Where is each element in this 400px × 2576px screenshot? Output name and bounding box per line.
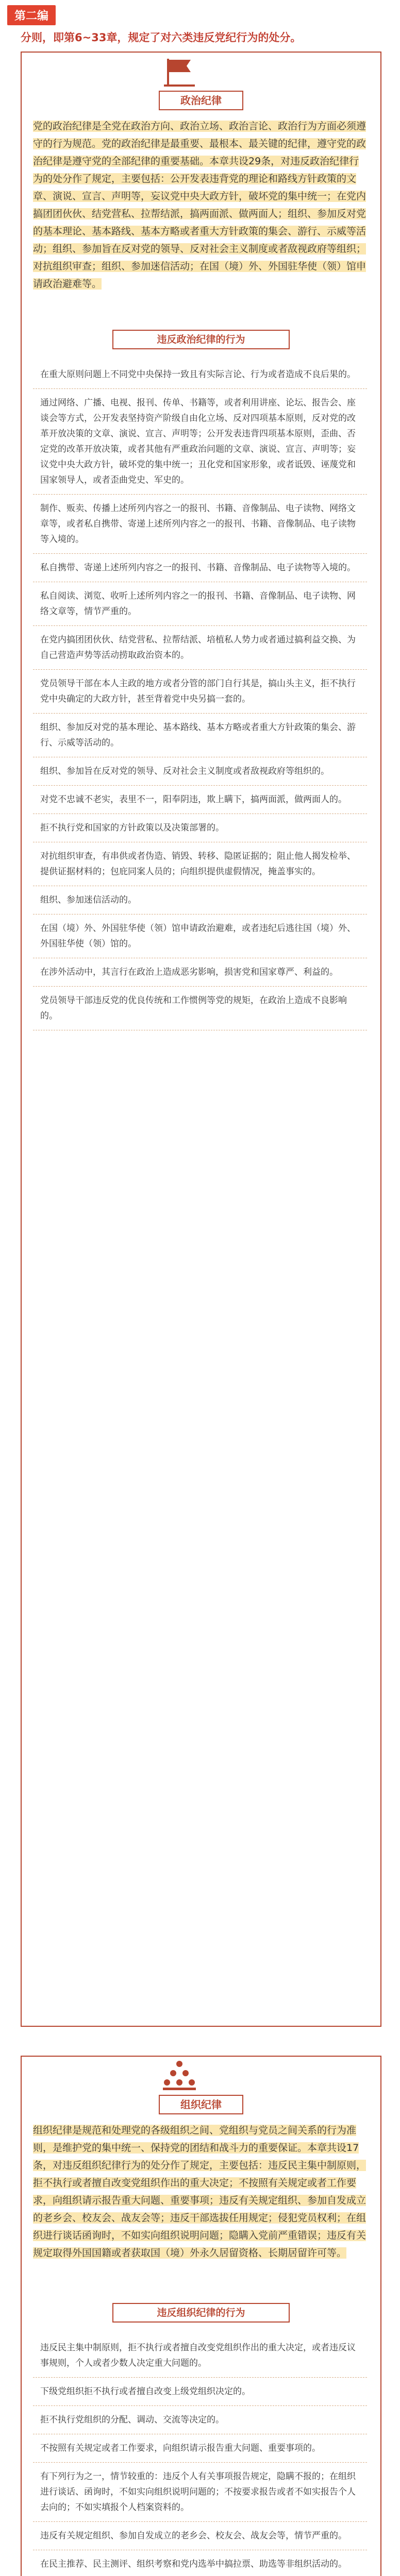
rule-item: 在民主推荐、民主测评、组织考察和党内选举中搞拉票、助选等非组织活动的。 [33, 2550, 367, 2576]
rule-item: 制作、贩卖、传播上述所列内容之一的报刊、书籍、音像制品、电子读物、网络文章等，或者私自携带、寄递上述所列内容之一的报刊、书籍、音像制品、电子读物等入境的。 [33, 495, 367, 554]
rule-item: 不按照有关规定或者工作要求，向组织请示报告重大问题、重要事项的。 [33, 2434, 367, 2463]
rule-item: 在国（境）外、外国驻华使（领）馆申请政治避难，或者违纪后逃往国（境）外、外国驻华使（领）馆的。 [33, 914, 367, 958]
rule-item: 违反有关规定组织、参加自发成立的老乡会、校友会、战友会等，情节严重的。 [33, 2522, 367, 2550]
political-title: 政治纪律 [159, 91, 243, 110]
people-pyramid-icon [162, 2060, 197, 2092]
rule-item: 组织、参加反对党的基本理论、基本路线、基本方略或者重大方针政策的集会、游行、示威等活动的。 [33, 714, 367, 757]
rule-item: 违反民主集中制原则，拒不执行或者擅自改变党组织作出的重大决定，或者违反议事规则，个人或者少数人决定重大问题的。 [33, 2334, 367, 2378]
rule-item: 组织、参加迷信活动的。 [33, 886, 367, 914]
part-badge: 第二编 [7, 5, 56, 25]
flag-icon [162, 56, 197, 88]
rule-item: 在重大原则问题上不同党中央保持一致且有实际言论、行为或者造成不良后果的。 [33, 361, 367, 389]
rule-item: 对党不忠诚不老实，表里不一，阳奉阴违，欺上瞒下，搞两面派，做两面人的。 [33, 786, 367, 814]
rule-item: 拒不执行党组织的分配、调动、交流等决定的。 [33, 2406, 367, 2434]
rule-item: 通过网络、广播、电视、报刊、传单、书籍等，或者利用讲座、论坛、报告会、座谈会等方式，公开发表坚持资产阶级自由化立场、反对四项基本原则，反对党的改革开放决策的文章、演说、宣言、声明等；公开发表违背四项基本原则，歪曲、否定党的改革开放决策，或者其他有严重政治问题的文章、演说、宣言、声明等；妄议党中央大政方针，破坏党的集中统一；丑化党和国家形象，或者诋毁、诬蔑党和国家领导人，或者歪曲党史、军史的。 [33, 389, 367, 495]
political-sub-title: 违反政治纪律的行为 [112, 330, 290, 349]
rule-item: 私自阅读、浏览、收听上述所列内容之一的报刊、书籍、音像制品、电子读物、网络文章等，情节严重的。 [33, 582, 367, 626]
political-rule-list [33, 361, 367, 1030]
rule-item: 有下列行为之一，情节较重的：违反个人有关事项报告规定，隐瞒不报的；在组织进行谈话、函询时，不如实向组织说明问题的；不按要求报告或者不如实报告个人去向的；不如实填报个人档案资料的。 [33, 2463, 367, 2522]
organizational-sub-title: 违反组织纪律的行为 [112, 2303, 290, 2323]
organizational-intro-text: 组织纪律是规范和处理党的各级组织之间、党组织与党员之间关系的行为准则，是维护党的集中统一、保持党的团结和战斗力的重要保证。本章共设17条，对违反组织纪律行为的处分作了规定，主要包括：违反民主集中制原则，拒不执行或者擅自改变党组织作出的重大决定；不按照有关规定或者工作要求，向组织请示报告重大问题、重要事项；违反有关规定组织、参加自发成立的老乡会、校友会、战友会等；违反干部选拔任用规定；侵犯党员权利；在组织进行谈话函询时，不如实向组织说明问题；隐瞒入党前严重错误；违反有关规定取得外国国籍或者获取国（境）外永久居留资格、长期居留许可等。 [33, 2125, 366, 2259]
organizational-rule-list [33, 2334, 367, 2576]
rule-item: 党员领导干部在本人主政的地方或者分管的部门自行其是，搞山头主义，拒不执行党中央确定的大政方针，甚至背着党中央另搞一套的。 [33, 670, 367, 714]
rule-item: 私自携带、寄递上述所列内容之一的报刊、书籍、音像制品、电子读物等入境的。 [33, 554, 367, 582]
part-intro: 分则，即第6~33章，规定了对六类违反党纪行为的处分。 [21, 31, 302, 44]
rule-item: 拒不执行党和国家的方针政策以及决策部署的。 [33, 814, 367, 842]
rule-item: 在党内搞团团伙伙、结党营私、拉帮结派、培植私人势力或者通过搞利益交换、为自己营造声势等活动捞取政治资本的。 [33, 626, 367, 670]
organizational-intro [33, 2122, 367, 2262]
political-intro [33, 117, 367, 293]
rule-item: 在涉外活动中，其言行在政治上造成恶劣影响，损害党和国家尊严、利益的。 [33, 958, 367, 987]
rule-item: 组织、参加旨在反对党的领导、反对社会主义制度或者敌视政府等组织的。 [33, 757, 367, 786]
rule-item: 下级党组织拒不执行或者擅自改变上级党组织决定的。 [33, 2378, 367, 2406]
organizational-title: 组织纪律 [159, 2095, 243, 2114]
political-intro-text: 党的政治纪律是全党在政治方向、政治立场、政治言论、政治行为方面必须遵守的行为规范。党的政治纪律是最重要、最根本、最关键的纪律，遵守党的政治纪律是遵守党的全部纪律的重要基础。本章共设29条，对违反政治纪律行为的处分作了规定，主要包括：公开发表违背党的理论和路线方针政策的文章、演说、宣言、声明等，妄议党中央大政方针，破坏党的集中统一；在党内搞团团伙伙、结党营私、拉帮结派，搞两面派、做两面人；组织、参加反对党的基本理论、基本路线、基本方略或者重大方针政策的集会、游行、示威等活动；组织、参加旨在反对党的领导、反对社会主义制度或者敌视政府等组织；对抗组织审查；组织、参加迷信活动；在国（境）外、外国驻华使（领）馆申请政治避难等。 [33, 121, 366, 290]
rule-item: 对抗组织审查，有串供或者伪造、销毁、转移、隐匿证据的；阻止他人揭发检举、提供证据材料的；包庇同案人员的；向组织提供虚假情况，掩盖事实的。 [33, 842, 367, 886]
rule-item: 党员领导干部违反党的优良传统和工作惯例等党的规矩，在政治上造成不良影响的。 [33, 987, 367, 1030]
